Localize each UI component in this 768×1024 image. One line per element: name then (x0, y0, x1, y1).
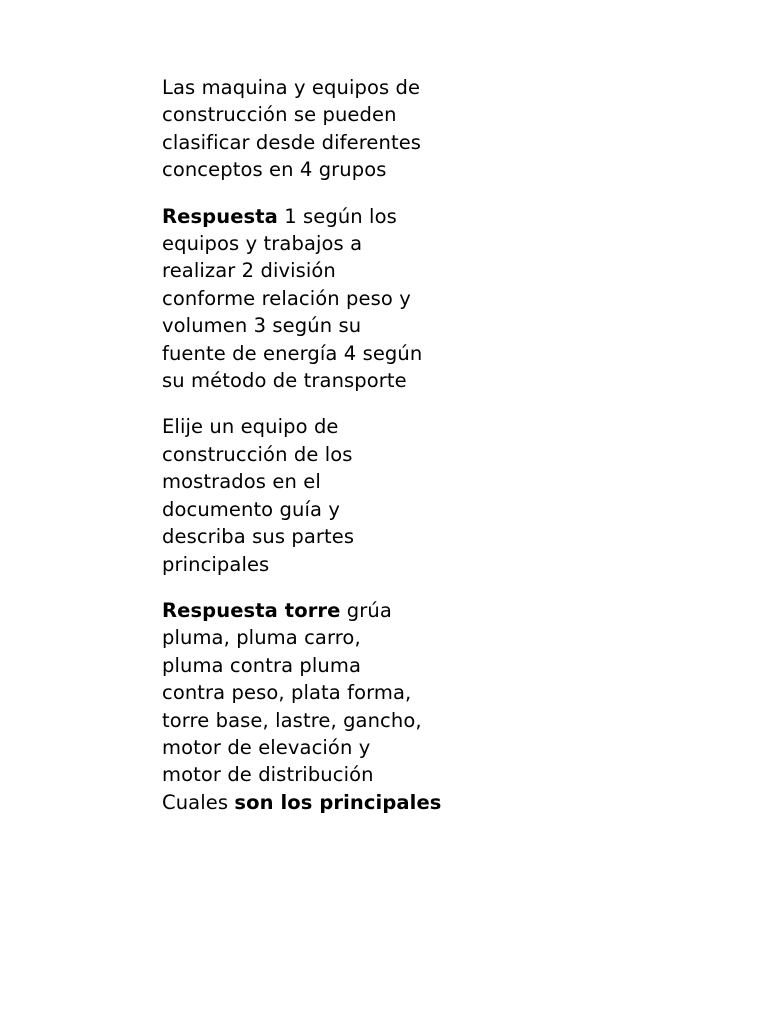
text-line: motor de elevación y (162, 735, 371, 759)
text-line: Las maquina y equipos de (162, 76, 421, 99)
text-line: pluma, pluma carro, (162, 626, 361, 650)
text-line: principales (162, 552, 270, 576)
text-line: contra peso, plata forma, (162, 681, 412, 705)
text-line: motor de distribución (162, 763, 374, 787)
answer-label: Respuesta (162, 204, 278, 228)
text-line: torre base, lastre, gancho, (162, 708, 422, 732)
text-line (162, 203, 472, 230)
text-line: mostrados en el (162, 470, 321, 494)
text-line: fuente de energía 4 según (162, 341, 423, 365)
text-fragment: Cuales (162, 790, 235, 814)
text-line: conforme relación peso y (162, 286, 411, 310)
text-line: realizar 2 división (162, 259, 336, 283)
text-line: su método de transporte (162, 369, 407, 393)
paragraph-question-1 (162, 74, 472, 184)
text-line: pluma contra pluma (162, 653, 362, 677)
paragraph-answer-2 (162, 597, 472, 816)
bold-phrase: son los principales (234, 790, 442, 814)
text-line: construcción se pueden (162, 103, 397, 127)
text-line: clasificar desde diferentes (162, 130, 422, 154)
text-line: Elije un equipo de (162, 415, 339, 439)
text-fragment: grúa (340, 598, 392, 622)
text-line (162, 789, 472, 816)
text-line: documento guía y (162, 497, 340, 521)
text-line: conceptos en 4 grupos (162, 158, 387, 182)
text-line: describa sus partes (162, 525, 355, 549)
answer-label: Respuesta torre (162, 598, 341, 622)
paragraph-question-2 (162, 413, 472, 577)
text-line: equipos y trabajos a (162, 232, 363, 256)
text-line: construcción de los (162, 442, 353, 466)
document-page (162, 74, 472, 835)
paragraph-answer-1 (162, 203, 472, 395)
text-fragment: 1 según los (277, 204, 397, 228)
text-line: volumen 3 según su (162, 314, 362, 338)
text-line (162, 597, 472, 624)
